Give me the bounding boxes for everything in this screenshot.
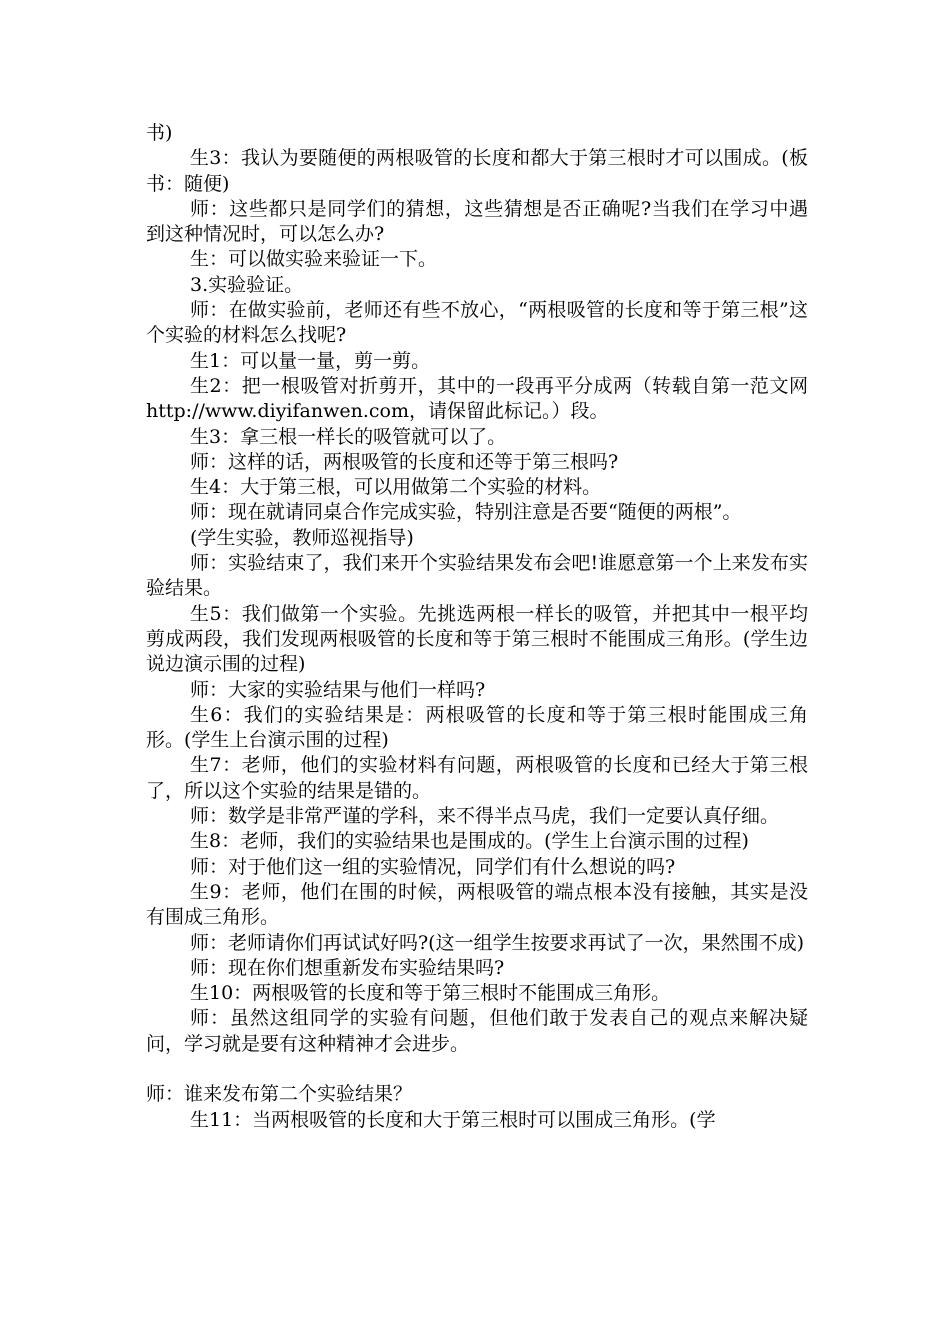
paragraph: 书) bbox=[146, 122, 173, 144]
paragraph: 师：谁来发布第二个实验结果？ bbox=[146, 1083, 413, 1106]
paragraph: 师：现在你们想重新发布实验结果吗? bbox=[190, 956, 505, 979]
paragraph: 师：大家的实验结果与他们一样吗? bbox=[190, 678, 486, 701]
paragraph: 生9：老师，他们在围的时候，两根吸管的端点根本没有接触，其实是没有围成三角形。 bbox=[146, 880, 808, 929]
paragraph: 师：在做实验前，老师还有些不放心，“两根吸管的长度和等于第三根”这个实验的材料怎么找呢? bbox=[146, 299, 808, 347]
paragraph: 生6：我们的实验结果是：两根吸管的长度和等于第三根时能围成三角形。(学生上台演示围的过程) bbox=[146, 703, 808, 752]
paragraph: 生4：大于第三根，可以用做第二个实验的材料。 bbox=[190, 476, 602, 499]
paragraph: 生2：把一根吸管对折剪开，其中的一段再平分成两（转载自第一范文网http://www.diyifanwen.com，请保留此标记。）段。 bbox=[146, 374, 808, 423]
paragraph: 生5：我们做第一个实验。先挑选两根一样长的吸管，并把其中一根平均剪成两段，我们发现两根吸管的长度和等于第三根时不能围成三角形。(学生边说边演示围的过程) bbox=[146, 602, 808, 676]
paragraph: 师：老师请你们再试试好吗?(这一组学生按要求再试了一次，果然围不成) bbox=[190, 931, 805, 954]
paragraph: 生1：可以量一量，剪一剪。 bbox=[190, 349, 431, 372]
paragraph: 生3：拿三根一样长的吸管就可以了。 bbox=[190, 425, 507, 448]
paragraph: 生11：当两根吸管的长度和大于第三根时可以围成三角形。(学 bbox=[190, 1108, 716, 1131]
paragraph: 师：虽然这组同学的实验有问题，但他们敢于发表自己的观点来解决疑问，学习就是要有这种精神才会进步。 bbox=[146, 1007, 808, 1055]
paragraph: 生8：老师，我们的实验结果也是围成的。(学生上台演示围的过程) bbox=[190, 830, 749, 853]
paragraph: 师：现在就请同桌合作完成实验，特别注意是否要“随便的两根”。 bbox=[190, 501, 742, 524]
paragraph: (学生实验，教师巡视指导) bbox=[190, 526, 414, 549]
paragraph: 生10：两根吸管的长度和等于第三根时不能围成三角形。 bbox=[190, 982, 671, 1005]
document-body bbox=[146, 121, 808, 1133]
paragraph: 生3：我认为要随便的两根吸管的长度和都大于第三根时才可以围成。(板书：随便) bbox=[146, 147, 808, 195]
paragraph bbox=[146, 1057, 808, 1082]
paragraph: 师：数学是非常严谨的学科，来不得半点马虎，我们一定要认真仔细。 bbox=[190, 805, 780, 828]
paragraph: 生：可以做实验来验证一下。 bbox=[190, 248, 438, 271]
paragraph: 师：对于他们这一组的实验情况，同学们有什么想说的吗? bbox=[190, 855, 676, 878]
paragraph: 师：实验结束了，我们来开个实验结果发布会吧!谁愿意第一个上来发布实验结果。 bbox=[146, 552, 808, 600]
paragraph: 生7：老师，他们的实验材料有问题，两根吸管的长度和已经大于第三根了，所以这个实验的结果是错的。 bbox=[146, 754, 808, 802]
paragraph: 3.实验验证。 bbox=[190, 273, 304, 296]
paragraph: 师：这样的话，两根吸管的长度和还等于第三根吗? bbox=[190, 450, 619, 473]
paragraph: 师：这些都只是同学们的猜想，这些猜想是否正确呢?当我们在学习中遇到这种情况时，可以怎么办? bbox=[146, 197, 808, 246]
